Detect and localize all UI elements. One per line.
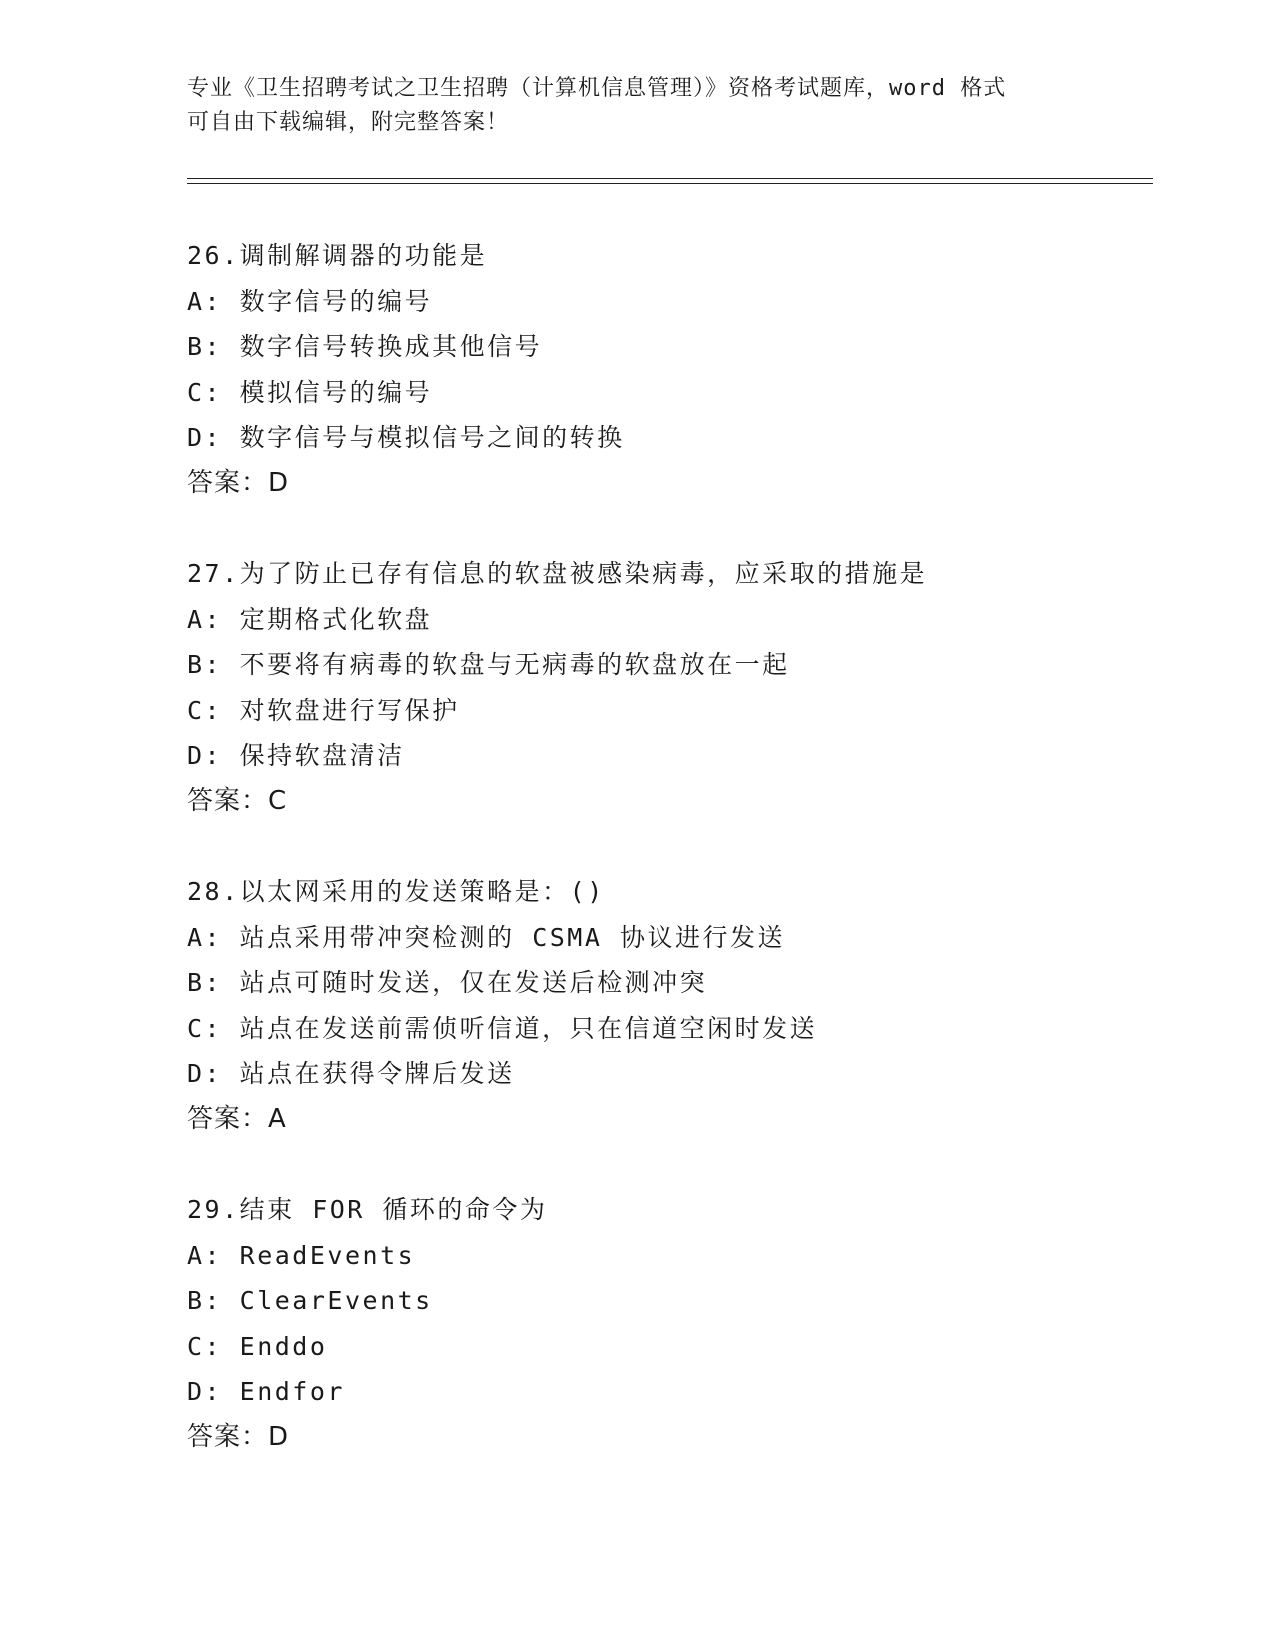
option-c: C: 对软盘进行写保护 (187, 695, 460, 725)
question-item (187, 551, 1187, 869)
option-b: B: 站点可随时发送，仅在发送后检测冲突 (187, 968, 708, 997)
option-d: D: 站点在获得令牌后发送 (187, 1059, 515, 1088)
option-c: C: 模拟信号的编号 (187, 377, 433, 407)
option-a: A: 数字信号的编号 (187, 286, 433, 316)
question-stem: 27.为了防止已存有信息的软盘被感染病毒，应采取的措施是 (187, 559, 928, 588)
answer-line: 答案：C (187, 785, 288, 816)
header-divider-bottom (187, 183, 1153, 184)
option-a: A: 定期格式化软盘 (187, 604, 433, 634)
document-header (187, 72, 1087, 140)
option-d: D: 数字信号与模拟信号之间的转换 (187, 423, 625, 452)
option-b: B: 不要将有病毒的软盘与无病毒的软盘放在一起 (187, 650, 790, 679)
option-c: C: Enddo (187, 1331, 328, 1361)
header-line-2: 可自由下载编辑，附完整答案！ (187, 110, 510, 135)
question-stem: 29.结束 FOR 循环的命令为 (187, 1195, 548, 1224)
answer-line: 答案：D (187, 1421, 290, 1452)
header-divider-top (187, 178, 1153, 179)
option-b: B: 数字信号转换成其他信号 (187, 332, 543, 361)
option-c: C: 站点在发送前需侦听信道，只在信道空闲时发送 (187, 1013, 818, 1043)
question-item (187, 869, 1187, 1187)
option-d: D: Endfor (187, 1377, 345, 1406)
answer-line: 答案：A (187, 1103, 287, 1134)
question-stem: 26.调制解调器的功能是 (187, 241, 488, 270)
question-item (187, 233, 1187, 551)
header-line-1: 专业《卫生招聘考试之卫生招聘（计算机信息管理）》资格考试题库，word 格式 (187, 76, 1007, 101)
question-item (187, 1187, 1187, 1505)
option-d: D: 保持软盘清洁 (187, 741, 405, 770)
option-a: A: 站点采用带冲突检测的 CSMA 协议进行发送 (187, 922, 785, 952)
option-b: B: ClearEvents (187, 1286, 433, 1315)
question-stem: 28.以太网采用的发送策略是：() (187, 877, 605, 906)
option-a: A: ReadEvents (187, 1240, 416, 1270)
question-list (187, 233, 1187, 1505)
answer-line: 答案：D (187, 467, 290, 498)
